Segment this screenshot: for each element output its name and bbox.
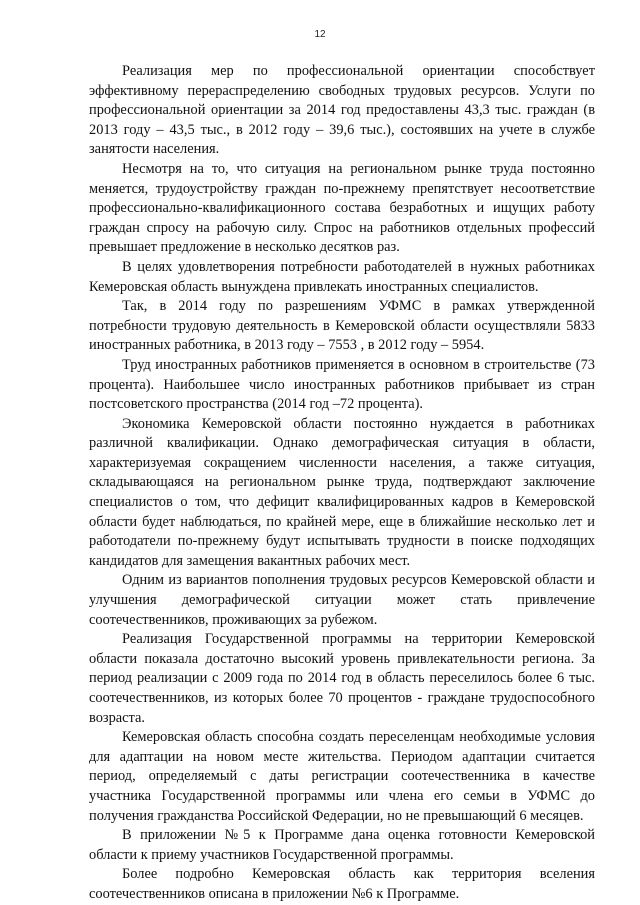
paragraph-compatriots-option: Одним из вариантов пополнения трудовых ресурсов Кемеровской области и улучшения демографической ситуации может стать привлечение соотечественников, проживающих за рубежом. [89,572,595,628]
paragraph-foreign-labor-construction: Труд иностранных работников применяется в основном в строительстве (73 процента). Наибольшее число иностранных работников прибывает из стран постсоветского пространства (2014 год –72 процента). [89,356,595,413]
paragraph-appendix-6: Более подробно Кемеровская область как территория вселения соотечественников описана в приложении №6 к Программе. [89,866,595,902]
page-number: 12 [314,29,326,40]
paragraph-state-program-results: Реализация Государственной программы на территории Кемеровской области показала достаточно высокий уровень привлекательности региона. За период реализации с 2009 года по 2014 год в область переселилось более 6 тыс. соотечественников, из которых более 70 процентов - граждане трудоспособного возраста. [89,631,595,726]
paragraph-appendix-5: В приложении №5 к Программе дана оценка готовности Кемеровской области к приему участников Государственной программы. [89,827,595,863]
paragraph-career-guidance: Реализация мер по профессиональной ориентации способствует эффективному перераспределению свободных трудовых ресурсов. Услуги по профессиональной ориентации за 2014 год предоставлены 43,3 тыс. граждан (в 2013 году – 43,5 тыс., в 2012 году – 39,6 тыс.), состоявших на учете в службе занятости населения. [89,63,595,158]
paragraph-ufms-permits: Так, в 2014 году по разрешениям УФМС в рамках утвержденной потребности трудовую деятельность в Кемеровской области осуществляли 5833 иностранных работника, в 2013 году – 7553 , в 2012 году – 5954. [89,298,595,354]
paragraph-adaptation-conditions: Кемеровская область способна создать переселенцам необходимые условия для адаптации на новом месте жительства. Периодом адаптации считается период, определяемый с даты регистрации соотечественника в качестве участника Государственной программы или члена его семьи в УФМС до получения гражданства Российской Федерации, но не превышающий 6 месяцев. [89,729,595,824]
document-body [89,62,595,905]
paragraph-economy-demography: Экономика Кемеровской области постоянно нуждается в работниках различной квалификации. Однако демографическая ситуация в области, характеризуемая сокращением численности населения, а также ситуация, складывающаяся на региональном рынке труда, подтверждают заключение специалистов о том, что дефицит квалифицированных кадров в Кемеровской области будет наблюдаться, по крайней мере, еще в ближайшие несколько лет и работодатели по-прежнему будут испытывать трудности в поиске подходящих кандидатов для замещения вакантных рабочих мест. [89,415,595,569]
paragraph-foreign-specialists: В целях удовлетворения потребности работодателей в нужных работниках Кемеровская область вынуждена привлекать иностранных специалистов. [89,258,595,295]
paragraph-labor-market-mismatch: Несмотря на то, что ситуация на региональном рынке труда постоянно меняется, трудоустройству граждан по-прежнему препятствует несоответствие профессионально-квалификационного состава безработных и ищущих работу граждан спросу на рабочую силу. Спрос на работников отдельных профессий превышает предложение в несколько десятков раз. [89,160,595,256]
